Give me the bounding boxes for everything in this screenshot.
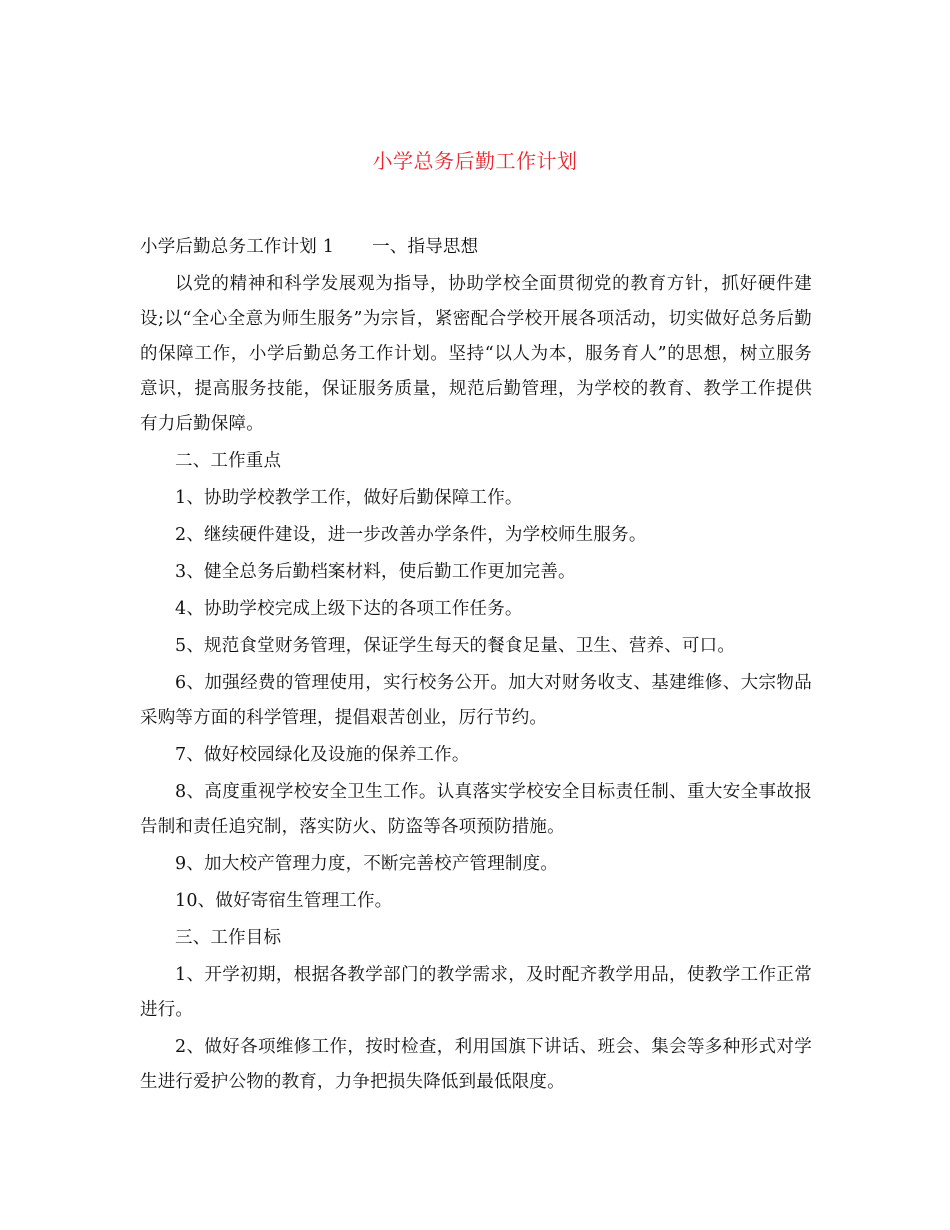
list-item: 5、规范食堂财务管理，保证学生每天的餐食足量、卫生、营养、可口。 xyxy=(175,636,736,656)
list-item: 8、高度重视学校安全卫生工作。认真落实学校安全目标责任制、重大安全事故报告制和责任追究制，落实防火、防盗等各项预防措施。 xyxy=(140,782,812,837)
list-item: 1、协助学校教学工作，做好后勤保障工作。 xyxy=(175,488,523,508)
document-body xyxy=(140,230,812,1102)
list-item: 9、加大校产管理力度，不断完善校产管理制度。 xyxy=(175,854,559,874)
list-item: 7、做好校园绿化及设施的保养工作。 xyxy=(175,745,470,765)
list-item: 10、做好寄宿生管理工作。 xyxy=(175,891,393,911)
section-heading-work-focus: 二、工作重点 xyxy=(175,451,282,471)
list-item: 4、协助学校完成上级下达的各项工作任务。 xyxy=(175,599,523,619)
paragraph-guiding-ideology: 以党的精神和科学发展观为指导，协助学校全面贯彻党的教育方针，抓好硬件建设;以“全心全意为师生服务”为宗旨，紧密配合学校开展各项活动，切实做好总务后勤的保障工作，小学后勤总务工作计划。坚持“以人为本，服务育人”的思想，树立服务意识，提高服务技能，保证服务质量，规范后勤管理，为学校的教育、教学工作提供有力后勤保障。 xyxy=(140,274,812,434)
document-title: 小学总务后勤工作计划 xyxy=(372,149,578,173)
section-heading-work-goals: 三、工作目标 xyxy=(175,928,282,948)
list-item: 1、开学初期，根据各教学部门的教学需求，及时配齐教学用品，使教学工作正常进行。 xyxy=(140,965,812,1020)
list-item: 3、健全总务后勤档案材料，使后勤工作更加完善。 xyxy=(175,562,576,582)
section-heading-guiding-ideology: 一、指导思想 xyxy=(372,237,479,257)
section-heading-line xyxy=(140,230,812,265)
list-item: 6、加强经费的管理使用，实行校务公开。加大对财务收支、基建维修、大宗物品采购等方面的科学管理，提倡艰苦创业，厉行节约。 xyxy=(140,673,812,728)
document-subtitle: 小学后勤总务工作计划 1 xyxy=(140,237,335,257)
list-item: 2、继续硬件建设，进一步改善办学条件，为学校师生服务。 xyxy=(175,525,647,545)
list-item: 2、做好各项维修工作，按时检查，利用国旗下讲话、班会、集会等多种形式对学生进行爱护公物的教育，力争把损失降低到最低限度。 xyxy=(140,1037,812,1092)
